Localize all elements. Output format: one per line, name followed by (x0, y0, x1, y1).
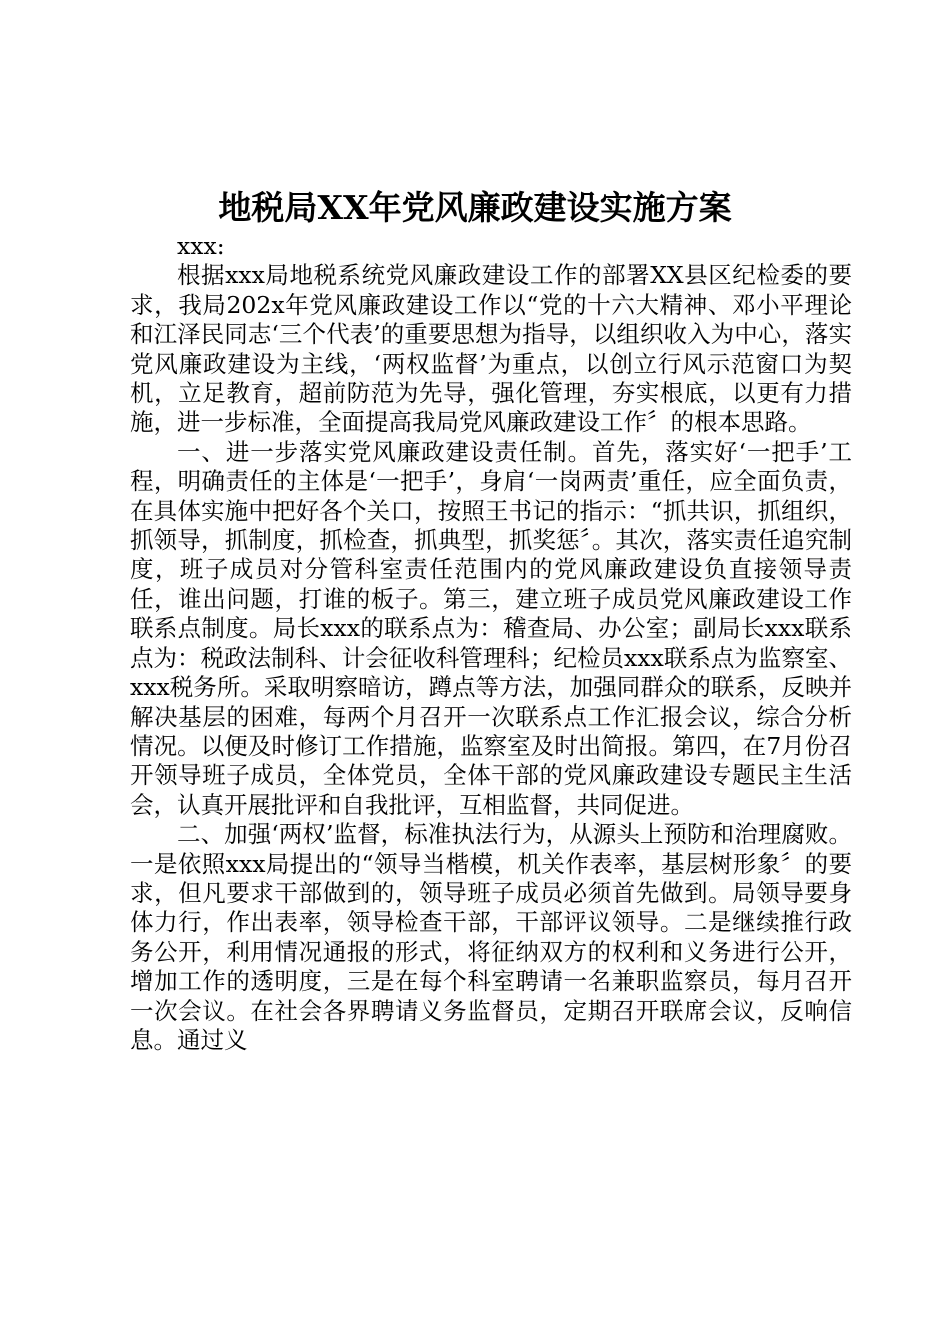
paragraph-section-2: 二、加强‘两权’监督，标准执法行为，从源头上预防和治理腐败。一是依照xxx局提出的“领导当楷模，机关作表率，基层树形象〞的要求，但凡要求干部做到的，领导班子成员必须首先做到。局领导要身体力行，作出表率，领导检查干部，干部评议领导。二是继续推行政务公开，利用情况通报的形式，将征纳双方的权利和义务进行公开，增加工作的透明度，三是在每个科室聘请一名兼职监察员，每月召开一次会议。在社会各界聘请义务监督员，定期召开联席会议，反响信息。通过义 (130, 820, 852, 1054)
document-title: 地税局XX年党风廉政建设实施方案 (218, 188, 732, 227)
salutation: xxx: (177, 232, 225, 260)
document-body (130, 232, 852, 1055)
paragraph-intro: 根据xxx局地税系统党风廉政建设工作的部署XX县区纪检委的要求，我局202x年党风廉政建设工作以“党的十六大精神、邓小平理论和江泽民同志‘三个代表’的重要思想为指导，以组织收入为中心，落实党风廉政建设为主线，‘两权监督’为重点，以创立行风示范窗口为契机，立足教育，超前防范为先导，强化管理，夯实根底，以更有力措施，进一步标准，全面提高我局党风廉政建设工作〞的根本思路。 (130, 261, 852, 437)
paragraph-section-1: 一、进一步落实党风廉政建设责任制。首先，落实好‘一把手’工程，明确责任的主体是‘一把手’，身肩‘一岗两责’重任，应全面负责，在具体实施中把好各个关口，按照王书记的指示：“抓共识，抓组织，抓领导，抓制度，抓检查，抓典型，抓奖惩〞。其次，落实责任追究制度，班子成员对分管科室责任范围内的党风廉政建设负直接领导责任，谁出问题，打谁的板子。第三，建立班子成员党风廉政建设工作联系点制度。局长xxx的联系点为：稽查局、办公室；副局长xxx联系点为：税政法制科、计会征收科管理科；纪检员xxx联系点为监察室、xxx税务所。采取明察暗访，蹲点等方法，加强同群众的联系，反映并解决基层的困难，每两个月召开一次联系点工作汇报会议，综合分析情况。以便及时修订工作措施，监察室及时出简报。第四，在7月份召开领导班子成员，全体党员，全体干部的党风廉政建设专题民主生活会，认真开展批评和自我批评，互相监督，共同促进。 (130, 437, 852, 819)
